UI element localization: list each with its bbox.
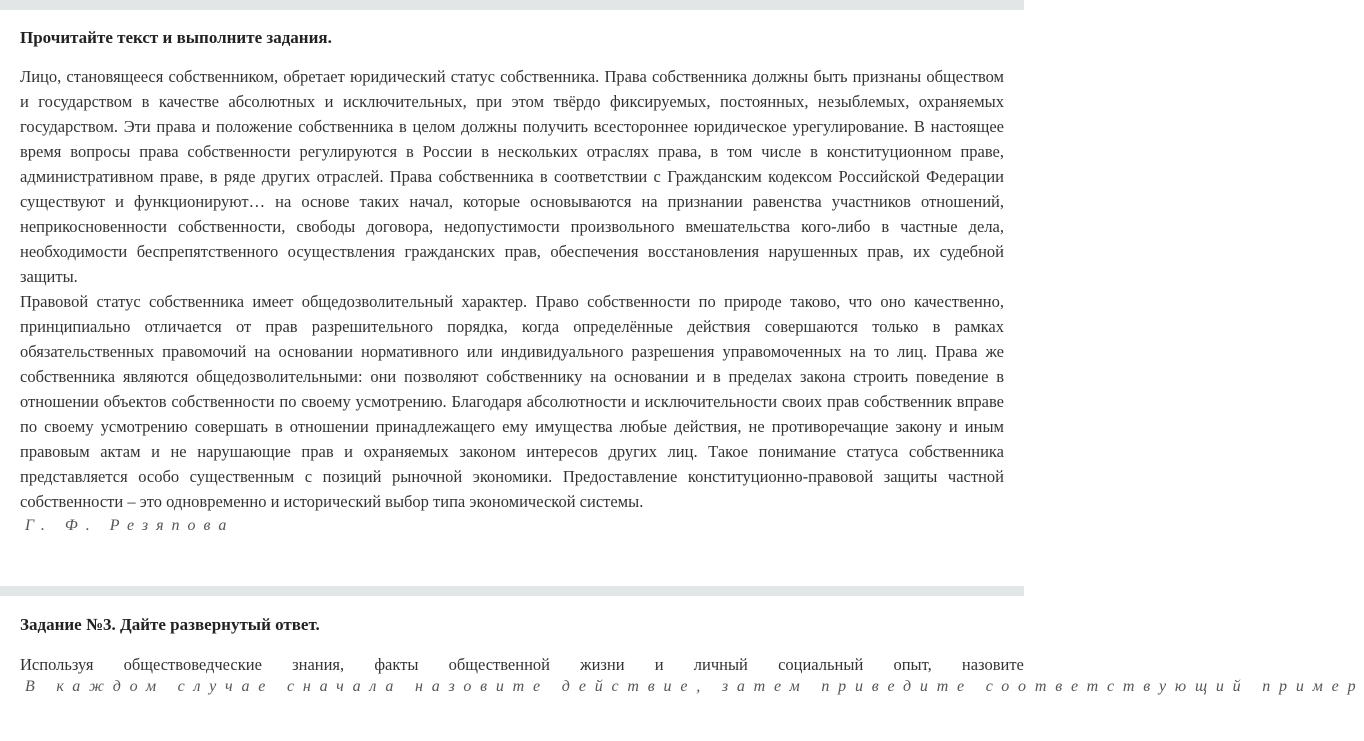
question-word: Используя (20, 655, 94, 674)
task-3-question (20, 652, 1024, 677)
task-3-hint: В каждом случае сначала назовите действие, затем приведите соответствующий пример (25, 678, 1364, 695)
task-card-3 (0, 596, 1364, 699)
question-word: опыт, (893, 655, 932, 674)
task-heading: Прочитайте текст и выполните задания. (20, 28, 332, 47)
question-word: общественной (448, 655, 550, 674)
question-word: назовите (961, 655, 1024, 674)
card-divider (0, 586, 1024, 596)
question-word: обществоведческие (123, 655, 262, 674)
top-strip (0, 0, 1024, 10)
text-author: Г. Ф. Резяпова (25, 517, 235, 534)
question-word: личный (693, 655, 748, 674)
question-word: и (654, 655, 664, 674)
text-paragraph-1: Лицо, становящееся собственником, обретает юридический статус собственника. Права собственника должны быть признаны обществом и государством в качестве абсолютных и исключительных, при этом твёрдо фиксируемых, постоянных, незыблемых, охраняемых государством. Эти права и положение собственника в целом должны получить всестороннее юридическое урегулирование. В настоящее время вопросы права собственности регулируются в России в нескольких отраслях права, в том числе в конституционном праве, административном праве, в ряде других отраслей. Права собственника в соответствии с Гражданским кодексом Российской Федерации существуют и функционируют… на основе таких начал, которые основываются на признании равенства участников отношений, неприкосновенности собственности, свободы договора, недопустимости произвольного вмешательства кого-либо в частные дела, необходимости беспрепятственного осуществления гражданских прав, обеспечения восстановления нарушенных прав, их судебной защиты. (20, 67, 1004, 286)
question-word: знания, (292, 655, 345, 674)
question-word: жизни (580, 655, 625, 674)
question-word: факты (374, 655, 419, 674)
task-3-heading: Задание №3. Дайте развернутый ответ. (20, 615, 320, 634)
text-paragraph-2: Правовой статус собственника имеет общедозволительный характер. Право собственности по природе таково, что оно качественно, принципиально отличается от прав разрешительного порядка, когда определённые действия совершаются только в рамках обязательственных правомочий на основании нормативного или индивидуального разрешения управомоченных на то лиц. Права же собственника являются общедозволительными: они позволяют собственнику на основании и в пределах закона строить поведение в отношении объектов собственности по своему усмотрению. Благодаря абсолютности и исключительности своих прав собственник вправе по своему усмотрению совершать в отношении принадлежащего ему имущества любые действия, не противоречащие закону и иным правовым актам и не нарушающие прав и охраняемых законом интересов других лиц. Такое понимание статуса собственника представляется особо существенным с позиций рыночной экономики. Предоставление конституционно-правовой защиты частной собственности – это одновременно и исторический выбор типа экономической системы. (20, 292, 1004, 511)
question-word: социальный (778, 655, 864, 674)
task-card-reading (0, 10, 1024, 538)
